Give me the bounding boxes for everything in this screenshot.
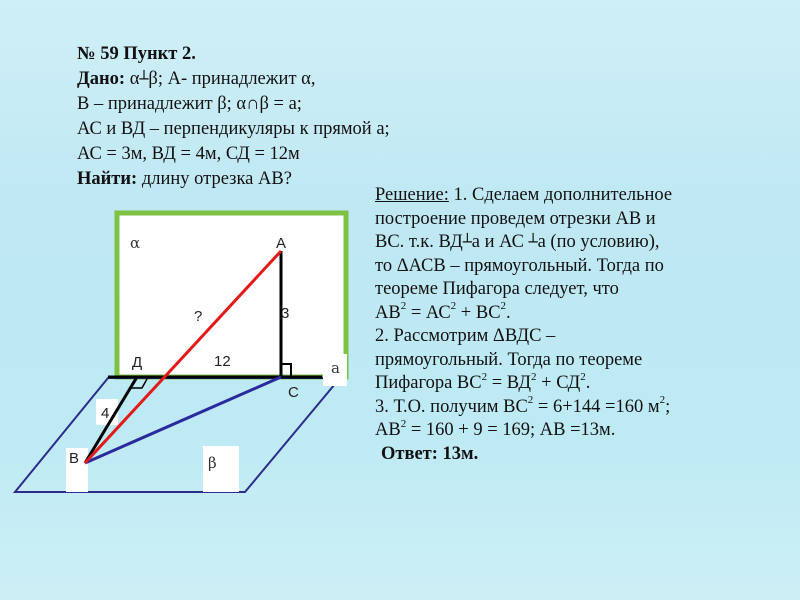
solution-line-5: теореме Пифагора следует, что bbox=[375, 279, 619, 299]
find-line: Найти: длину отрезка АВ? bbox=[77, 169, 292, 189]
solution-line-9: Пифагора $ВС^2 = ВД^2 + СД^2$. bbox=[375, 370, 591, 393]
label-beta: β bbox=[208, 454, 217, 472]
label-CD-length: 12 bbox=[214, 353, 231, 370]
plane-alpha bbox=[117, 213, 346, 377]
solution-line-2: построение проведем отрезки АВ и bbox=[375, 208, 656, 229]
solution-line-4: то ΔАСВ – прямоугольный. Тогда по bbox=[375, 255, 664, 276]
given-line-3: АС и ВД – перпендикуляры к прямой а; bbox=[77, 119, 390, 139]
label-A: А bbox=[276, 235, 287, 252]
problem-title: № 59 Пункт 2. bbox=[77, 44, 196, 64]
perpendicular-icon: ┴ bbox=[139, 70, 149, 88]
perpendicular-icon: ┴ bbox=[462, 233, 472, 251]
solution-line-10: 3. Т.О. получим $ВС^2 = 6+144 =160$ $м^2$; bbox=[375, 394, 671, 417]
solution-line-6: $АВ^2 = АС^2 + ВС^2$. bbox=[375, 300, 511, 323]
solution-line-3: ВС. т.к. ВД┴а и АС ┴а (по условию), bbox=[375, 232, 660, 252]
label-AC-length: 3 bbox=[281, 305, 290, 322]
solution-line-1: Решение: 1. Сделаем дополнительное bbox=[375, 185, 673, 205]
label-B: В bbox=[69, 450, 80, 467]
solution-line-8: прямоугольный. Тогда по теореме bbox=[375, 349, 643, 370]
given-line-4: АС = 3м, ВД = 4м, СД = 12м bbox=[77, 144, 300, 164]
given-line-2: В – принадлежит β; α∩β = а; bbox=[77, 94, 302, 114]
label-D: Д bbox=[132, 354, 143, 371]
answer: Ответ: 13м. bbox=[381, 443, 479, 464]
given-line-1: Дано: α┴β; А- принадлежит α, bbox=[77, 69, 316, 89]
label-line-a: а bbox=[331, 359, 340, 377]
solution-line-7: 2. Рассмотрим ΔВДС – bbox=[375, 326, 556, 346]
label-question: ? bbox=[194, 308, 203, 325]
label-BD-length: 4 bbox=[101, 405, 110, 422]
label-C: С bbox=[288, 384, 299, 401]
label-alpha: α bbox=[130, 234, 141, 252]
perpendicular-icon: ┴ bbox=[528, 233, 538, 251]
solution-line-11: $АВ^2 = 160 + 9 = 169$; АВ =13м. bbox=[375, 417, 616, 440]
